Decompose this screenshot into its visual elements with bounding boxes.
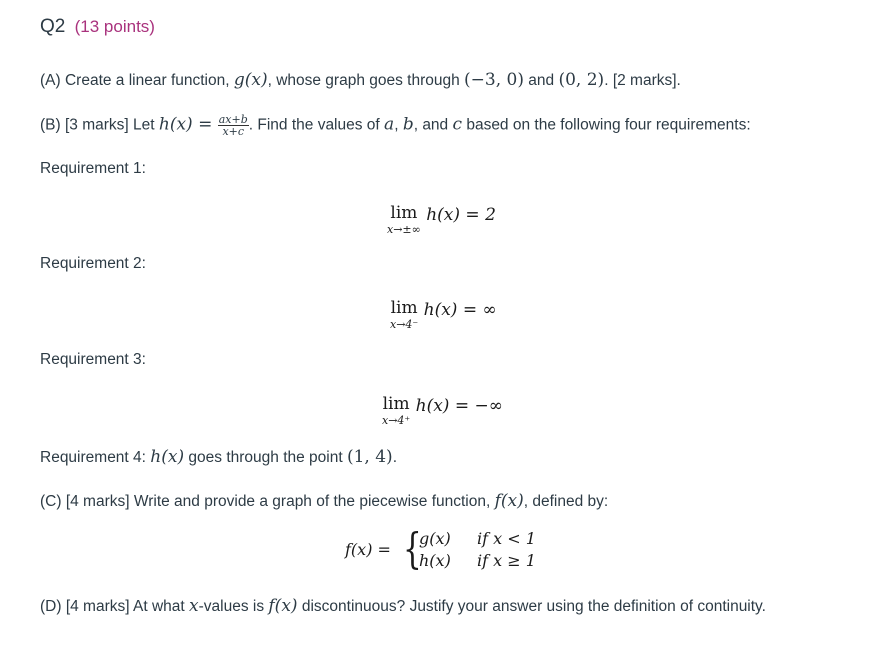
requirement-3-formula: [382, 396, 503, 426]
part-d-prefix: (D) [4 marks] At what: [40, 598, 190, 615]
limit-expression: h(x) = ∞: [423, 300, 497, 320]
limit-operator: [390, 300, 418, 330]
requirement-1-formula: [387, 205, 496, 235]
requirement-3-label: Requirement 3:: [40, 351, 146, 368]
limit-word: lim: [390, 298, 418, 318]
part-a-point-2: (0, 2): [558, 70, 605, 90]
limit-subscript: x→4⁺: [382, 414, 411, 427]
fraction-numerator: ax+b: [218, 113, 248, 126]
req4-prefix: Requirement 4:: [40, 449, 151, 466]
part-c-function: f(x): [494, 491, 524, 511]
piecewise-cases: [419, 528, 536, 572]
part-c-text: [40, 491, 608, 511]
case-2-condition: if x ≥ 1: [477, 551, 536, 570]
requirement-2-label: Requirement 2:: [40, 255, 146, 272]
req4-function: h(x): [150, 447, 185, 467]
limit-operator: [382, 396, 410, 426]
question-heading: [40, 16, 155, 38]
part-b-function: h(x) =: [158, 114, 218, 135]
requirement-4-text: [40, 447, 397, 467]
part-d-text: [40, 596, 766, 616]
case-1-condition: if x < 1: [477, 529, 536, 548]
requirement-2-formula: [390, 300, 497, 330]
part-b-prefix: (B) [3 marks] Let: [40, 116, 159, 134]
req4-mid: goes through the point: [184, 449, 347, 466]
part-b-suffix: based on the following four requirements:: [462, 116, 751, 134]
fraction-denominator: x+c: [222, 125, 245, 138]
part-d-function: f(x): [268, 596, 298, 616]
case-1-expression: g(x): [419, 529, 451, 548]
part-a-suffix: . [2 marks].: [604, 72, 681, 89]
part-b-fraction: [218, 114, 249, 137]
limit-subscript: x→±∞: [387, 223, 421, 236]
piecewise-lhs: f(x) =: [345, 540, 391, 559]
case-row-1: [419, 528, 536, 550]
question-label: Q2: [40, 16, 66, 37]
part-a-mid: , whose graph goes through: [267, 72, 465, 89]
part-a-text: [40, 70, 681, 90]
requirement-1-label: Requirement 1:: [40, 160, 146, 177]
req4-point: (1, 4): [346, 447, 393, 467]
part-a-point-1: (−3, 0): [464, 70, 524, 90]
limit-word: lim: [382, 394, 410, 414]
var-a: a: [384, 114, 395, 135]
limit-subscript: x→4⁻: [390, 318, 419, 331]
var-b: b: [402, 114, 414, 135]
case-row-2: [419, 550, 536, 572]
var-x: x: [189, 596, 199, 616]
part-c-suffix: , defined by:: [523, 493, 609, 510]
limit-expression: h(x) = 2: [426, 205, 496, 225]
part-b-and: , and: [413, 116, 453, 134]
case-2-expression: h(x): [419, 551, 451, 570]
var-c: c: [452, 114, 463, 135]
limit-operator: [387, 205, 421, 235]
part-b-text: [40, 114, 751, 137]
part-d-mid: -values is: [198, 598, 269, 615]
left-brace: {: [403, 524, 422, 573]
limit-expression: h(x) = −∞: [415, 396, 503, 416]
req4-suffix: .: [392, 449, 397, 466]
part-c-prefix: (C) [4 marks] Write and provide a graph of the piecewise function,: [40, 493, 495, 510]
question-points: (13 points): [74, 17, 155, 36]
limit-word: lim: [390, 203, 418, 223]
part-a-prefix: (A) Create a linear function,: [40, 72, 234, 89]
part-a-and: and: [524, 72, 559, 89]
part-d-suffix: discontinuous? Justify your answer using the definition of continuity.: [297, 598, 766, 615]
part-b-mid: . Find the values of: [248, 116, 385, 134]
part-b-comma: ,: [394, 116, 403, 134]
part-a-function: g(x): [233, 70, 268, 90]
